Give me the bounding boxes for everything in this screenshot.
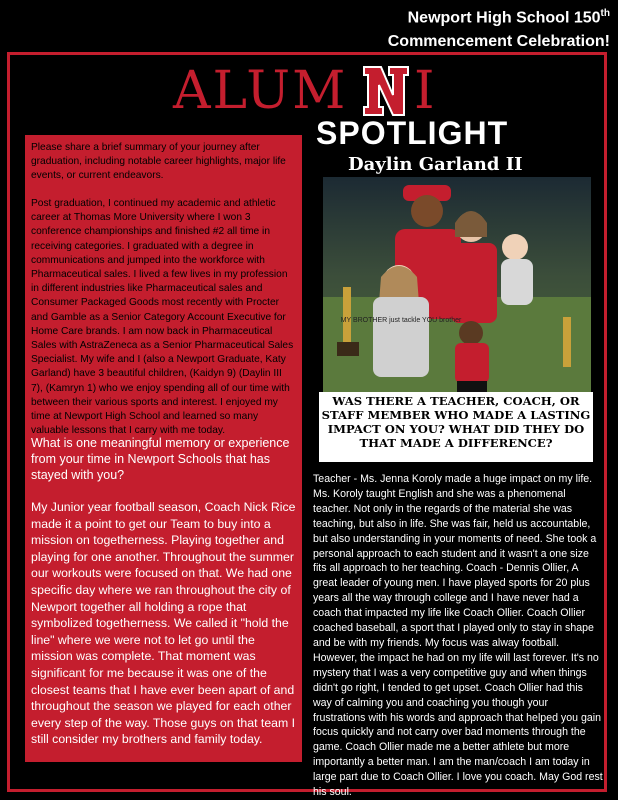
newport-n-logo xyxy=(361,63,411,119)
header-line-1-text: Newport High School 150 xyxy=(407,9,601,27)
answer-2: My Junior year football season, Coach Nick Rice made it a point to get our Team to buy into a mission on togetherness. Playing together and playing for one another. Throughout the summer our workouts were focused on that. We had one specific day where we ran throughout the city of Newport together all holding a rope that symbolized togetherness. We called it "hold the line" where we were not to let go until the mission was complete. That moment was significant for me because it was one of the closest teams that I have ever been apart of and throughout the season we played for each other every step of the way. Those guys on that team I still consider my brothers and family today. xyxy=(31,500,296,747)
spotlight-heading: SPOTLIGHT xyxy=(316,115,509,151)
question-3: WAS THERE A TEACHER, COACH, OR STAFF MEMBER WHO MADE A LASTING IMPACT ON YOU? WHAT DID THEY DO THAT MADE A DIFFERENCE? xyxy=(319,392,593,462)
i-letter: I xyxy=(414,61,435,121)
answer-1: Post graduation, I continued my academic and athletic career at Thomas More University where I won 3 conference championships and finished #2 all time in receiving categories. I graduated with a degree in communications and jumped into the workforce with Pharmaceutical sales. I lived a few lives in my profession in different industries like Pharmaceutical sales and Consumer Packaged Goods most recently with Procter and Gamble as a Senior Category Account Executive for Home Care brands. I am now back in Pharmaceutical Sales with AstraZeneca as a Senior Pharmaceutical Sales Specialist. My wife and I (also a Newport Graduate, Katy Garland) have 3 beautiful children, (Kaidyn 9) (Daylin III 7), (Kamryn 1) who we enjoy spending all of our time with between their various sports and interest. I enjoyed my time at Newport High School and learned so many valuable lessons that I carry with me today. xyxy=(31,198,294,437)
family-photo xyxy=(323,177,591,392)
family-photo-illustration xyxy=(323,177,591,392)
alum-text: ALUM xyxy=(173,61,348,121)
alumnus-name: Daylin Garland II xyxy=(348,154,523,175)
question-2: What is one meaningful memory or experience from your time in Newport Schools that has stayed with you? xyxy=(31,436,290,482)
alumni-title xyxy=(0,61,618,121)
header-line-1 xyxy=(408,8,610,27)
answer-3: Teacher - Ms. Jenna Koroly made a huge impact on my life. Ms. Koroly taught English and she was a phenomenal teacher. Not only in the regards of the material she was teaching, but also in life. She was fair, held us accountable, but also understanding in your moments of need. She took a personal approach to each student and it wasn't a one size fits all approach to her teaching. Coach - Dennis Ollier, A great leader of young men. I have played sports for 20 plus years all the way through college and I have never had a coach that impacted my life like Coach Ollier. Coach Ollier coached baseball, a sport that I played only to stay in shape and be with my friends. My focus was alway football. However, the impact he had on my life will last forever. It's no mystery that I was a very competitive guy and when things didn't go right, I tended to get upset. Coach Ollier had this way of calming you and coaching you though your frustrations with his words and approach that helped you gain focus quickly and not carry over bad moments through the game. Coach Ollier made me a better athlete but more importantly a better man. I am the man/coach I am today in large part due to Coach Ollier. I love you coach. May God rest his soul. xyxy=(313,473,603,799)
header-line-2: Commencement Celebration! xyxy=(387,33,610,50)
question-1: Please share a brief summary of your journey after graduation, including notable career highlights, major life events, or current endeavors. xyxy=(31,142,286,182)
shirt-text: MY BROTHER just tackle YOU brother xyxy=(340,317,462,324)
header-line-1-sup: th xyxy=(600,8,610,19)
